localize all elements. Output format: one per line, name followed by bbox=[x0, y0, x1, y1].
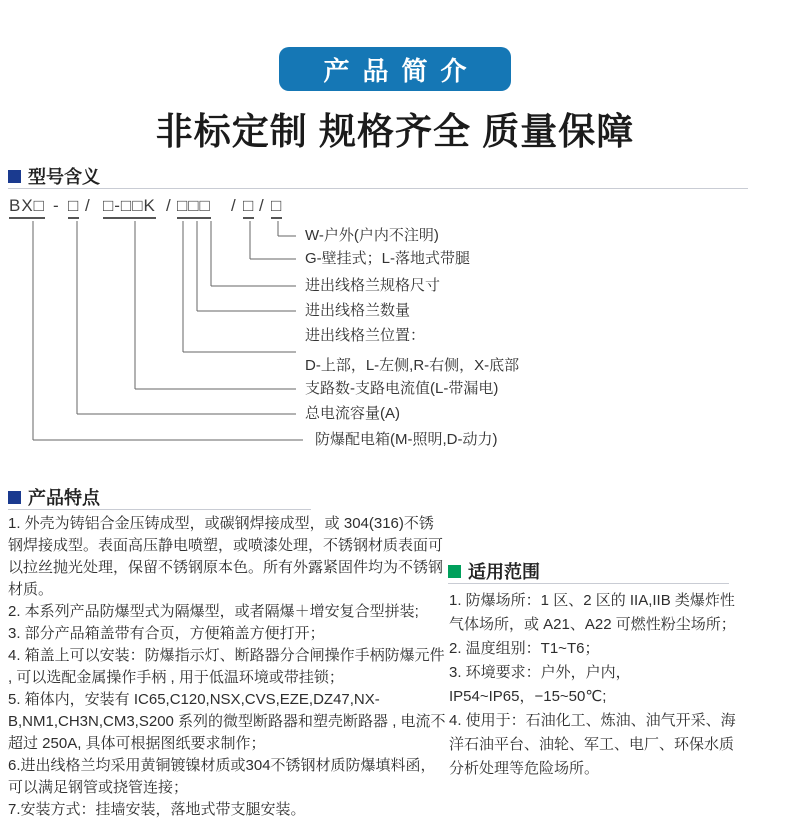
scope-item: 2. 温度组别：T1~T6； bbox=[449, 640, 600, 657]
model-code-separator: / bbox=[166, 196, 172, 215]
diagram-label: 防爆配电箱(M-照明,D-动力) bbox=[315, 431, 498, 448]
scope-list bbox=[449, 589, 743, 781]
scope-section-header bbox=[448, 558, 540, 584]
features-section-title: 产品特点 bbox=[28, 488, 100, 508]
diagram-label: W-户外(户内不注明) bbox=[305, 227, 439, 244]
model-section-header bbox=[8, 163, 100, 189]
model-code-segment: □-□□K bbox=[103, 196, 156, 219]
scope-item: 4. 使用于：石油化工、炼油、油气开采、海洋石油平台、油轮、军工、电厂、环保水质分析处理等危险场所。 bbox=[449, 712, 736, 777]
blue-square-bullet-icon bbox=[8, 170, 21, 183]
feature-item: 5. 箱体内，安装有 IC65,C120,NSX,CVS,EZE,DZ47,NX-B,NM1,CH3N,CM3,S200 系列的微型断路器和塑壳断路器 , 电流不超过 250A, 具体可根据图纸要求制作； bbox=[8, 691, 446, 752]
scope-section-divider bbox=[448, 583, 729, 584]
feature-item: 2. 本系列产品防爆型式为隔爆型，或者隔爆＋增安复合型拼装; bbox=[8, 603, 419, 620]
feature-item: 3. 部分产品箱盖带有合页，方便箱盖方便打开； bbox=[8, 625, 325, 642]
blue-square-bullet-icon bbox=[8, 491, 21, 504]
green-square-bullet-icon bbox=[448, 565, 461, 578]
diagram-label: G-壁挂式；L-落地式带腿 bbox=[305, 250, 471, 267]
diagram-label: 总电流容量(A) bbox=[305, 405, 400, 422]
model-code-segment: □ bbox=[271, 196, 282, 219]
features-section-header bbox=[8, 484, 100, 510]
feature-item: 4. 箱盖上可以安装：防爆指示灯、断路器分合闸操作手柄防爆元件 , 可以选配金属操作手柄 , 用于低温环境或带挂锁； bbox=[8, 647, 445, 686]
model-section-title: 型号含义 bbox=[28, 167, 100, 187]
model-code-segment: BX□ bbox=[9, 196, 45, 219]
feature-item: 1. 外壳为铸铝合金压铸成型，或碳钢焊接成型，或 304(316)不锈钢焊接成型。表面高压静电喷塑，或喷漆处理，不锈钢材质表面可以拉丝抛光处理，保留不锈钢原本色。所有外露紧固件均为不锈钢材质。 bbox=[8, 515, 444, 598]
scope-item: 1. 防爆场所：1 区、2 区的 IIA,IIB 类爆炸性气体场所，或 A21、A22 可燃性粉尘场所； bbox=[449, 592, 736, 633]
diagram-label: D-上部，L-左侧,R-右侧，X-底部 bbox=[305, 357, 520, 374]
model-code-separator: / bbox=[259, 196, 265, 215]
section-banner bbox=[279, 47, 511, 91]
model-code-segment: □□□ bbox=[177, 196, 211, 219]
scope-section-title: 适用范围 bbox=[468, 562, 540, 582]
page-headline: 非标定制 规格齐全 质量保障 bbox=[155, 111, 635, 152]
model-code-segment: □ bbox=[68, 196, 79, 219]
model-code-separator: / bbox=[85, 196, 91, 215]
scope-item: 3. 环境要求：户外，户内，IP54~IP65，−15~50℃; bbox=[449, 664, 631, 705]
diagram-label: 进出线格兰规格尺寸 bbox=[305, 277, 441, 294]
feature-item: 7.安装方式：挂墙安装，落地式带支腿安装。 bbox=[8, 801, 306, 818]
model-section-divider bbox=[8, 188, 748, 189]
diagram-label: 支路数-支路电流值(L-带漏电) bbox=[305, 380, 499, 397]
model-code-segment: □ bbox=[243, 196, 254, 219]
model-diagram-connector-lines bbox=[0, 195, 320, 455]
banner-title: 产品简介 bbox=[323, 55, 480, 86]
diagram-label: 进出线格兰数量 bbox=[305, 302, 411, 319]
feature-item: 6.进出线格兰均采用黄铜镀镍材质或304不锈钢材质防爆填料函，可以满足钢管或挠管连接； bbox=[8, 757, 436, 796]
diagram-label: 进出线格兰位置： bbox=[305, 327, 426, 344]
features-section-divider bbox=[8, 509, 311, 510]
model-code-separator: - bbox=[53, 196, 60, 215]
features-list bbox=[8, 513, 446, 821]
model-code-separator: / bbox=[231, 196, 237, 215]
